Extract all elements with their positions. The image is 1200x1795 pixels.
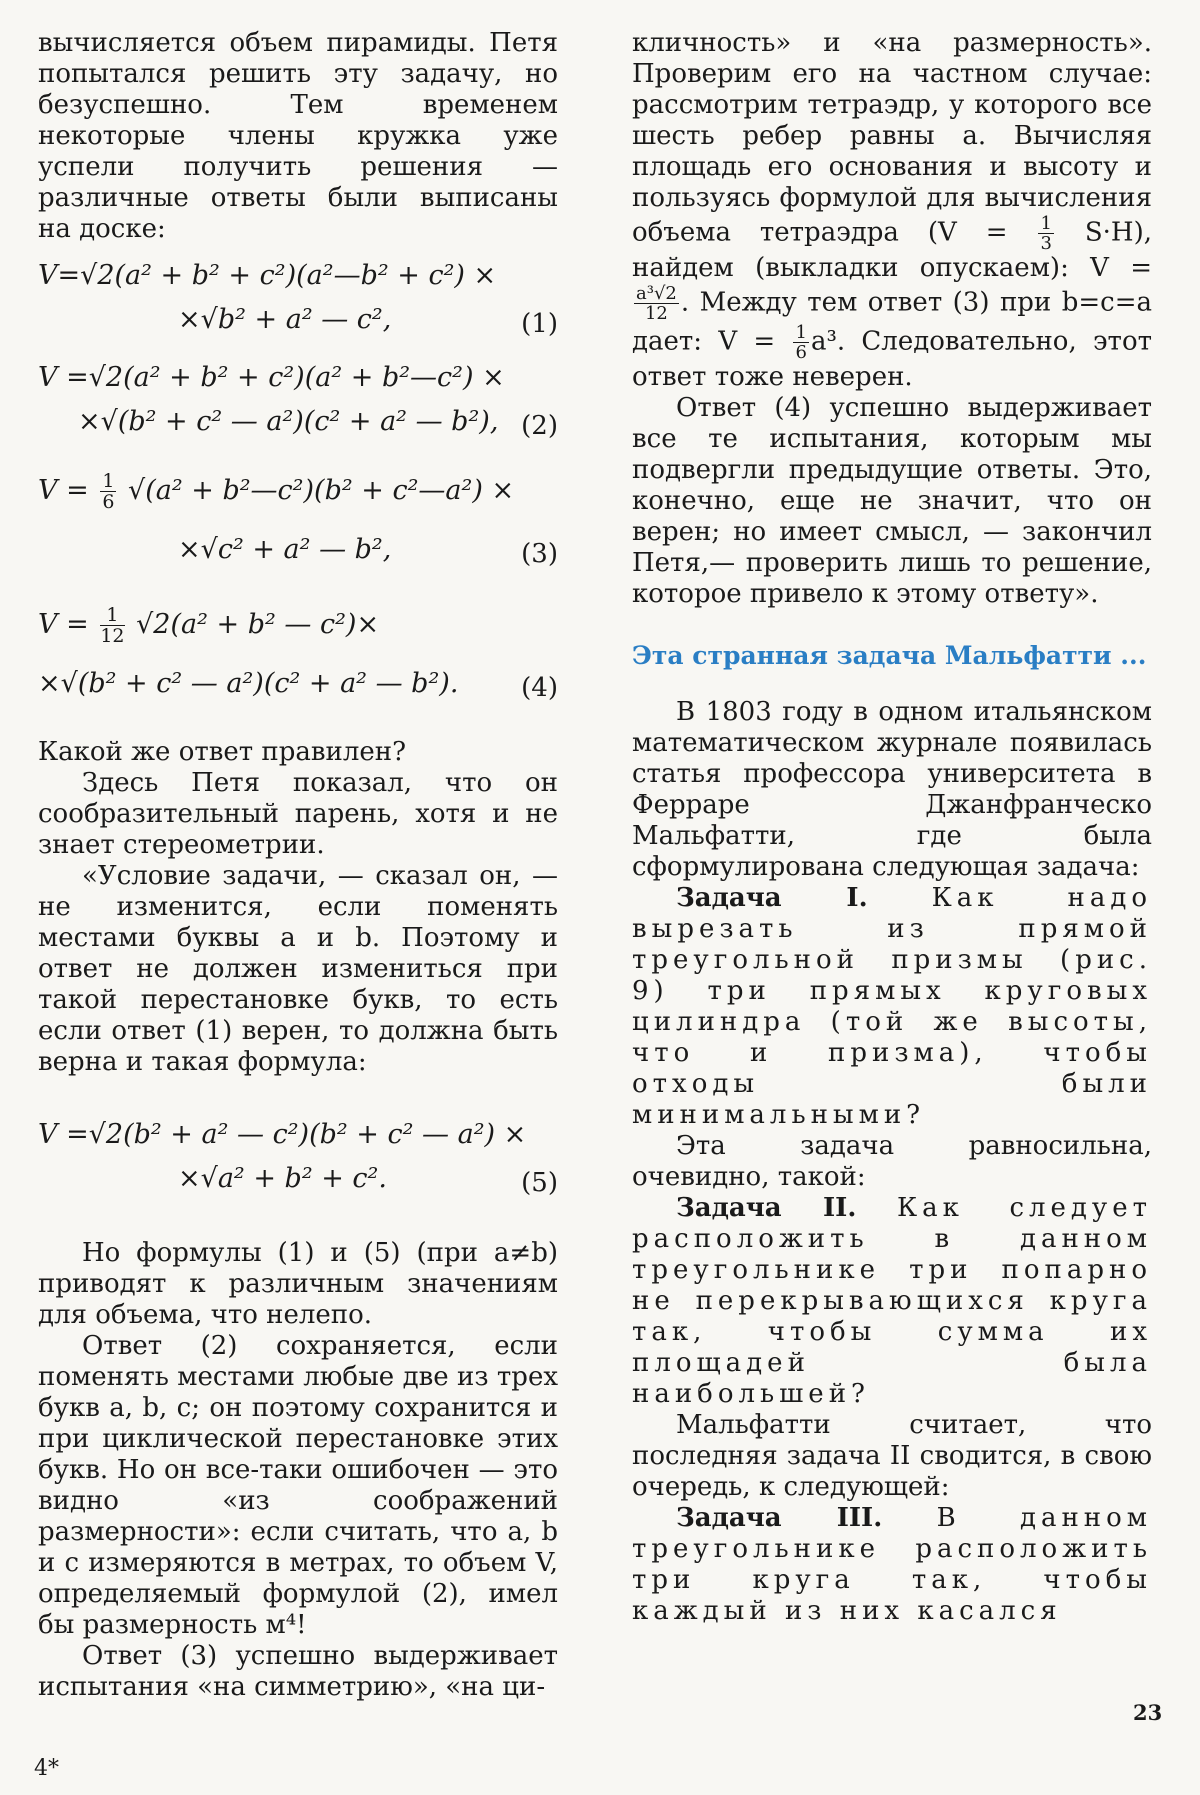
equation-text: V=√2(a² + b² + c²)(a²—b² + c²) × [38,260,497,291]
fraction [100,605,124,646]
equation-prefix: V = [38,609,89,640]
fraction [1038,214,1053,253]
equation-text: √(a² + b²—c²)(b² + c²—a²) × [128,475,515,506]
equation-text: √2(a² + b² — c²)× [136,609,380,640]
equation-text: ×√(b² + c² — a²)(c² + a² — b²). [38,668,459,699]
text-run: . Между тем ответ (3) при b=c=a дает: V = [632,287,1152,357]
equation-number: (4) [521,673,558,703]
text-run: кличность» и «на размерность». Проверим его на частном случае: рассмотрим тетраэдр, у которого все шесть ребер равны a. Вычисляя площадь его основания и высоту и пользуясь формулой для вычисления объема тетраэдра (V = [632,28,1152,248]
numerator: 1 [1040,213,1052,234]
equation-text: ×√(b² + c² — a²)(c² + a² — b²), [78,406,499,437]
paragraph: Ответ (4) успешно выдерживает все те испытания, которым мы подвергли предыдущие ответы. Это, конечно, еще не значит, что он верен; но имеет смысл, — закончил Петя,— проверить лишь то решение, которое привело к этому ответу». [632,393,1152,609]
equation-number: (2) [521,411,558,441]
paragraph: Какой же ответ правилен? [38,737,407,767]
problem-label: Задача II. [676,1193,857,1223]
equation-text: V =√2(a² + b² + c²)(a² + b²—c²) × [38,362,505,393]
paragraph: Эта задача равносильна, очевидно, такой: [632,1131,1152,1192]
text-run: S·H), найдем (выкладки опускаем): V = [632,217,1152,283]
equation-5 [38,1118,558,1232]
problem-text: В данном треугольнике расположить три круга так, чтобы каждый из них касался [632,1503,1152,1626]
text-run: a³. Следовательно, этот ответ тоже неверен. [632,326,1152,392]
equation-4 [38,605,558,719]
equation-number: (5) [521,1168,558,1198]
equation-text: V =√2(b² + a² — c²)(b² + c² — a²) × [38,1119,527,1150]
numerator: a³√2 [636,283,677,304]
equation-2 [38,361,558,449]
paragraph: вычисляется объем пирамиды. Петя попытался решить эту задачу, но безуспешно. Тем временем некоторые члены кружка уже успели получить решения — различные ответы были выписаны на доске: [38,28,558,244]
denominator: 12 [100,625,125,647]
paragraph: Ответ (2) сохраняется, если поменять местами любые две из трех букв a, b, c; он поэтому сохранится и при циклической перестановке этих букв. Но он все-таки ошибочен — это видно «из соображений размерности»: если считать, что a, b и c измеряются в метрах, то объем V, определяемый формулой (2), имел бы размерность м⁴! [38,1331,558,1640]
paragraph: В 1803 году в одном итальянском математическом журнале появилась статья профессора университета в Ферраре Джанфранческо Мальфатти, где была сформулирована следующая задача: [632,697,1152,882]
fraction [793,323,808,362]
denominator: 12 [644,303,668,324]
left-column [38,28,558,1703]
equation-text: ×√a² + b² + c². [178,1163,387,1194]
paragraph: Ответ (3) успешно выдерживает испытания «на симметрию», «на ци- [38,1641,558,1702]
problem-text: Как следует расположить в данном треугольнике три попарно не перекрывающихся круга так, чтобы сумма их площадей была наибольшей? [632,1193,1153,1409]
equation-3 [38,471,558,589]
equation-text: ×√b² + a² — c², [178,304,392,335]
problem-3 [632,1503,1152,1627]
equation-prefix: V = [38,475,89,506]
signature-mark: 4* [34,1756,59,1781]
paragraph: Здесь Петя показал, что он сообразительный парень, хотя и не знает стереометрии. [38,768,558,860]
numerator: 1 [100,605,124,626]
right-column [632,28,1152,1627]
problem-label: Задача I. [676,883,868,913]
section-title: Эта странная задача Мальфатти ... [632,641,1147,670]
problem-label: Задача III. [676,1503,883,1533]
denominator: 6 [102,491,115,513]
equation-number: (3) [521,539,558,569]
problem-1 [632,883,1152,1131]
paragraph: Но формулы (1) и (5) (при a≠b) приводят к различным значениям для объема, что нелепо. [38,1238,558,1330]
numerator: 1 [795,322,807,343]
equation-1 [38,259,558,347]
paragraph: «Условие задачи, — сказал он, — не изменится, если поменять местами буквы a и b. Поэтому и ответ не должен измениться при такой перестановке букв, то есть если ответ (1) верен, то должна быть верна и такая формула: [38,861,558,1077]
paragraph [632,28,1152,393]
fraction [634,284,679,323]
paragraph: Мальфатти считает, что последняя задача II сводится, в свою очередь, к следующей: [632,1410,1152,1502]
equation-number: (1) [521,309,558,339]
problem-text: Как надо вырезать из прямой треугольной призмы (рис. 9) три прямых круговых цилиндра (той же высоты, что и призма), чтобы отходы были минимальными? [632,883,1152,1130]
problem-2 [632,1193,1152,1410]
denominator: 6 [795,342,807,363]
fraction [100,471,116,512]
page-number: 23 [1133,1700,1163,1725]
numerator: 1 [102,470,115,492]
equation-text: ×√c² + a² — b², [178,534,392,565]
denominator: 3 [1040,233,1052,254]
